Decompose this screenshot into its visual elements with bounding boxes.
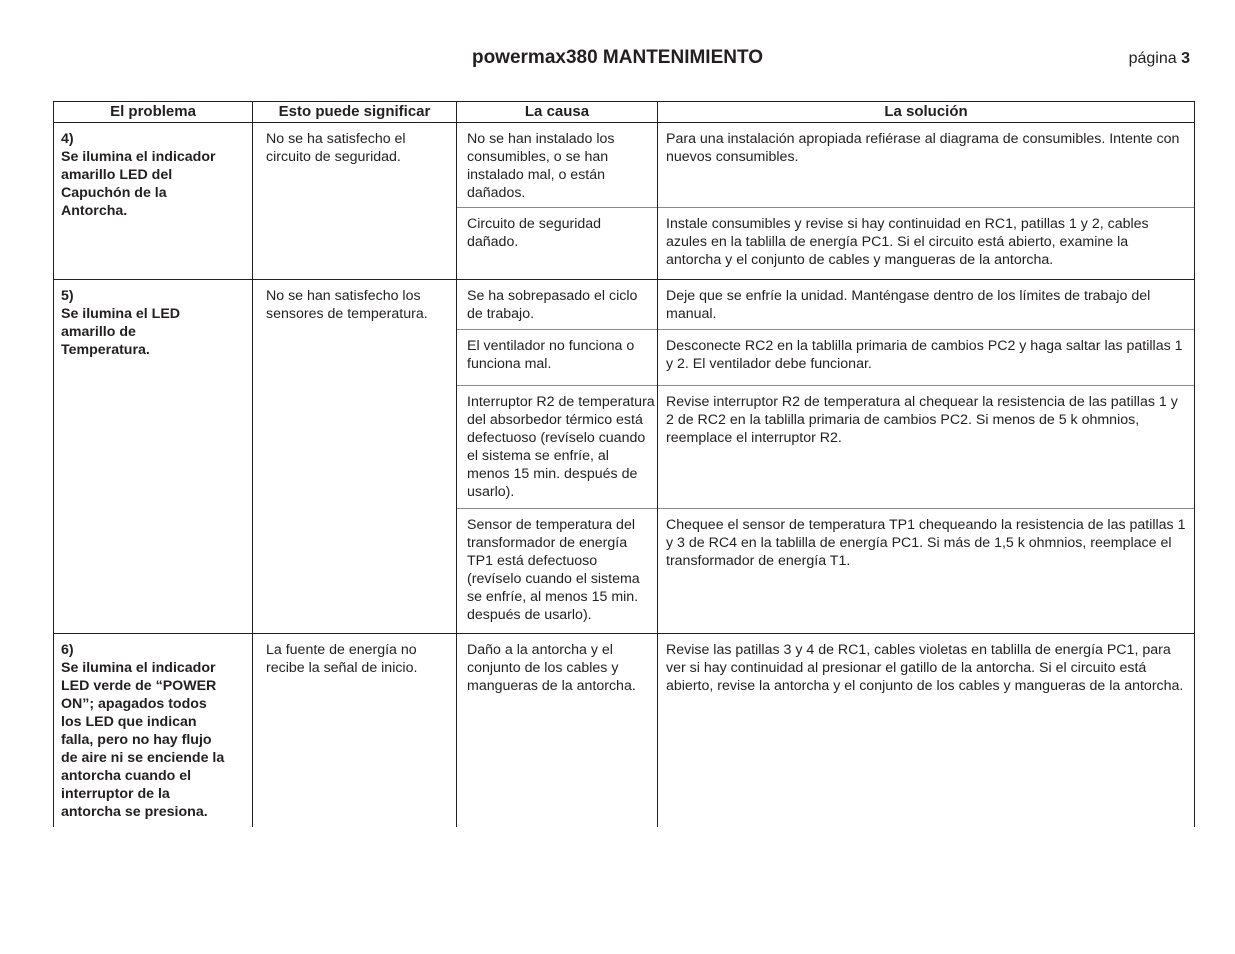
- cause-cell: Interruptor R2 de temperatura del absorbedor térmico está defectuoso (revíselo cuando el sistema se enfríe, al menos 15 min. después de usarlo).: [457, 386, 658, 509]
- column-header-solution: La solución: [658, 102, 1195, 123]
- table-row: [54, 634, 1195, 828]
- page-number: [1129, 50, 1190, 68]
- cause-cell: Se ha sobrepasado el ciclo de trabajo.: [457, 280, 658, 330]
- cause-cell: El ventilador no funciona o funciona mal.: [457, 330, 658, 386]
- problem-text: Se ilumina el indicador LED verde de “POWER ON”; apagados todos los LED que indican falla, pero no hay flujo de aire ni se enciende la antorcha cuando el interruptor de la antorcha se presiona.: [61, 660, 225, 820]
- problem-number: 5): [61, 288, 74, 304]
- solution-cell: Revise interruptor R2 de temperatura al chequear la resistencia de las patillas 1 y 2 de RC2 en la tablilla primaria de cambios PC2. Si menos de 5 k ohmnios, reemplace el interruptor R2.: [658, 386, 1195, 509]
- solution-cell: Para una instalación apropiada refiérase al diagrama de consumibles. Intente con nuevos consumibles.: [658, 123, 1195, 208]
- table-header-row: [54, 102, 1195, 123]
- column-header-problem: El problema: [54, 102, 253, 123]
- meaning-cell: No se han satisfecho los sensores de temperatura.: [253, 280, 457, 634]
- table-row: [54, 280, 1195, 330]
- solution-cell: Instale consumibles y revise si hay continuidad en RC1, patillas 1 y 2, cables azules en la tablilla de energía PC1. Si el circuito está abierto, examine la antorcha y el conjunto de cables y mangueras de la antorcha.: [658, 208, 1195, 280]
- solution-cell: Deje que se enfríe la unidad. Manténgase dentro de los límites de trabajo del manual.: [658, 280, 1195, 330]
- problem-number: 4): [61, 131, 74, 147]
- problem-cell: [54, 123, 253, 280]
- page-label: página: [1128, 50, 1177, 67]
- problem-cell: [54, 634, 253, 828]
- meaning-cell: La fuente de energía no recibe la señal de inicio.: [253, 634, 457, 828]
- solution-cell: Desconecte RC2 en la tablilla primaria de cambios PC2 y haga saltar las patillas 1 y 2. El ventilador debe funcionar.: [658, 330, 1195, 386]
- problem-number: 6): [61, 642, 74, 658]
- column-header-meaning: Esto puede significar: [253, 102, 457, 123]
- meaning-cell: No se ha satisfecho el circuito de seguridad.: [253, 123, 457, 280]
- column-header-cause: La causa: [457, 102, 658, 123]
- cause-cell: Sensor de temperatura del transformador de energía TP1 está defectuoso (revíselo cuando el sistema se enfríe, al menos 15 min. después de usarlo).: [457, 509, 658, 634]
- problem-text: Se ilumina el LED amarillo de Temperatura.: [61, 306, 181, 358]
- cause-cell: No se han instalado los consumibles, o se han instalado mal, o están dañados.: [457, 123, 658, 208]
- solution-cell: Revise las patillas 3 y 4 de RC1, cables violetas en tablilla de energía PC1, para ver si hay continuidad al presionar el gatillo de la antorcha. Si el circuito está abierto, revise la antorcha y el conjunto de los cables y mangueras de la antorcha.: [658, 634, 1195, 828]
- cause-cell: Circuito de seguridad dañado.: [457, 208, 658, 280]
- problem-cell: [54, 280, 253, 634]
- page-title: powermax380 MANTENIMIENTO: [471, 47, 764, 68]
- cause-cell: Daño a la antorcha y el conjunto de los cables y mangueras de la antorcha.: [457, 634, 658, 828]
- page-number-value: 3: [1181, 50, 1190, 67]
- table-row: [54, 123, 1195, 208]
- solution-cell: Chequee el sensor de temperatura TP1 chequeando la resistencia de las patillas 1 y 3 de RC4 en la tablilla de energía PC1. Si más de 1,5 k ohmnios, reemplace el transformador de energía T1.: [658, 509, 1195, 634]
- troubleshooting-table: [53, 101, 1195, 827]
- problem-text: Se ilumina el indicador amarillo LED del Capuchón de la Antorcha.: [61, 149, 216, 219]
